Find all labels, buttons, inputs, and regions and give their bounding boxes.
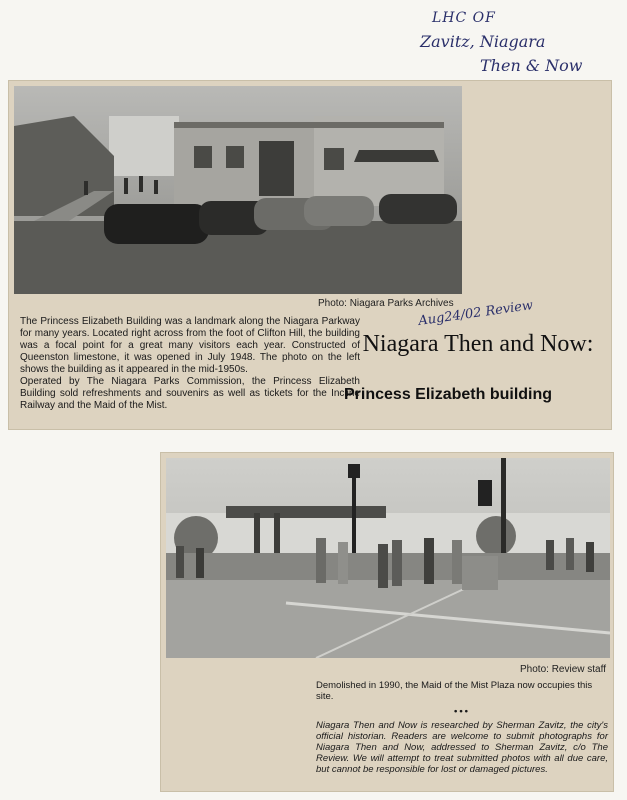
photo-credit-top: Photo: Niagara Parks Archives <box>318 298 454 309</box>
headline-subtitle: Princess Elizabeth building <box>344 386 553 403</box>
current-photo <box>166 458 610 658</box>
headline-title: Niagara Then and Now: <box>362 331 594 357</box>
handwritten-note-line2: Zavitz, Niagara <box>420 32 546 51</box>
separator-dots: ••• <box>454 706 470 717</box>
handwritten-note-line3: Then & Now <box>480 56 583 75</box>
article-body-top <box>20 316 360 412</box>
footer-note: Niagara Then and Now is researched by Sherman Zavitz, the city's official historian. Readers are welcome to submit photographs for Niagara Then and Now, addressed to Sherman Zavitz, c/o The Review. We will attempt to treat submitted photos with all due care, but cannot be responsible for lost or damaged pictures. <box>316 720 608 775</box>
archive-photo <box>14 86 462 294</box>
handwritten-note-line1: LHC OF <box>432 10 496 26</box>
photo-credit-bottom: Photo: Review staff <box>520 664 606 675</box>
paragraph-history: The Princess Elizabeth Building was a landmark along the Niagara Parkway for many years. Located right across from the foot of Clifton Hill, the building was a focal point for a great many visitors each year. Constructed of Queenston limestone, it was opened in July 1948. The photo on the left shows the building as it appeared in the mid-1950s. <box>20 316 360 375</box>
caption-demolished: Demolished in 1990, the Maid of the Mist Plaza now occupies this site. <box>316 680 593 702</box>
handwritten-review-note: Aug24/02 Review <box>417 298 534 329</box>
article-body-bottom <box>316 680 608 775</box>
paragraph-operations: Operated by The Niagara Parks Commission, the Princess Elizabeth Building sold refreshments and souvenirs as well as tickets for the Incline Railway and the Maid of the Mist. <box>20 376 360 411</box>
